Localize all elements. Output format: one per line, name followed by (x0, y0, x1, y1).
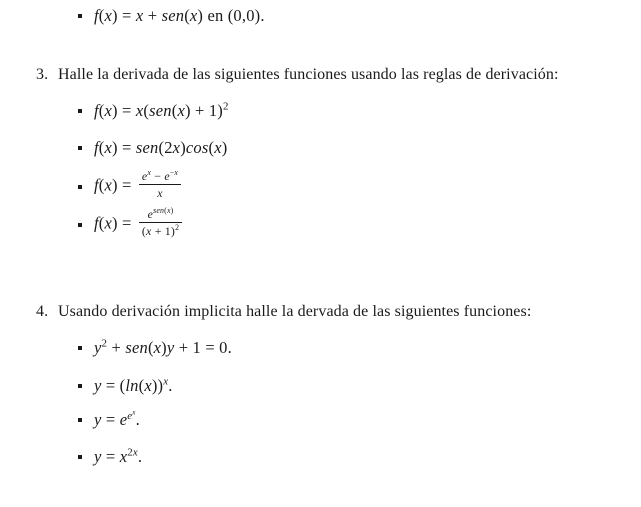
problem-3-number: 3. (36, 66, 49, 83)
square-bullet-icon (78, 146, 82, 150)
formula-implicit-4: $y = x^{2x}$. (94, 446, 143, 466)
square-bullet-icon (78, 185, 82, 189)
list-item-deriv-4 (78, 206, 185, 241)
list-item-implicit-3 (78, 407, 140, 430)
square-bullet-icon (78, 346, 82, 350)
list-item-deriv-2 (78, 138, 227, 158)
list-item-intro (78, 6, 265, 26)
formula-deriv-2: f(x) = sen(2x)cos(x) (94, 138, 228, 157)
formula-deriv-1: $f(x) = x(sen(x) + 1)^2$ (94, 100, 229, 120)
list-item-deriv-1 (78, 101, 229, 121)
formula-implicit-1: $y^2 + sen(x)y + 1 = 0$. (94, 337, 232, 357)
problem-3-title: Halle la derivada de las siguientes funciones usando las reglas de derivación: (58, 66, 559, 83)
list-item-implicit-2 (78, 376, 173, 396)
formula-implicit-3: $y = e^{e^x}$. (94, 407, 140, 429)
list-item-implicit-1 (78, 338, 232, 358)
formula-intro: f(x) = x + sen(x) en (0,0). (94, 6, 265, 25)
list-item-implicit-4 (78, 447, 142, 467)
square-bullet-icon (78, 14, 82, 18)
list-item-deriv-3 (78, 168, 184, 203)
square-bullet-icon (78, 109, 82, 113)
square-bullet-icon (78, 384, 82, 388)
problem-4-title: Usando derivación implicita halle la dervada de las siguientes funciones: (58, 303, 532, 320)
formula-implicit-2: $y = (\ln(x))^x$. (94, 375, 173, 395)
square-bullet-icon (78, 455, 82, 459)
square-bullet-icon (78, 418, 82, 422)
problem-4-number: 4. (36, 303, 49, 320)
formula-deriv-3: f(x) = $\frac{e^x - e^{-x}}{x}$ (94, 171, 184, 203)
problem-4-heading (36, 303, 531, 321)
problem-3-heading (36, 66, 559, 84)
square-bullet-icon (78, 223, 82, 227)
formula-deriv-4: f(x) = $\frac{e^{sen(x)}}{(x + 1)^2}$ (94, 209, 185, 241)
